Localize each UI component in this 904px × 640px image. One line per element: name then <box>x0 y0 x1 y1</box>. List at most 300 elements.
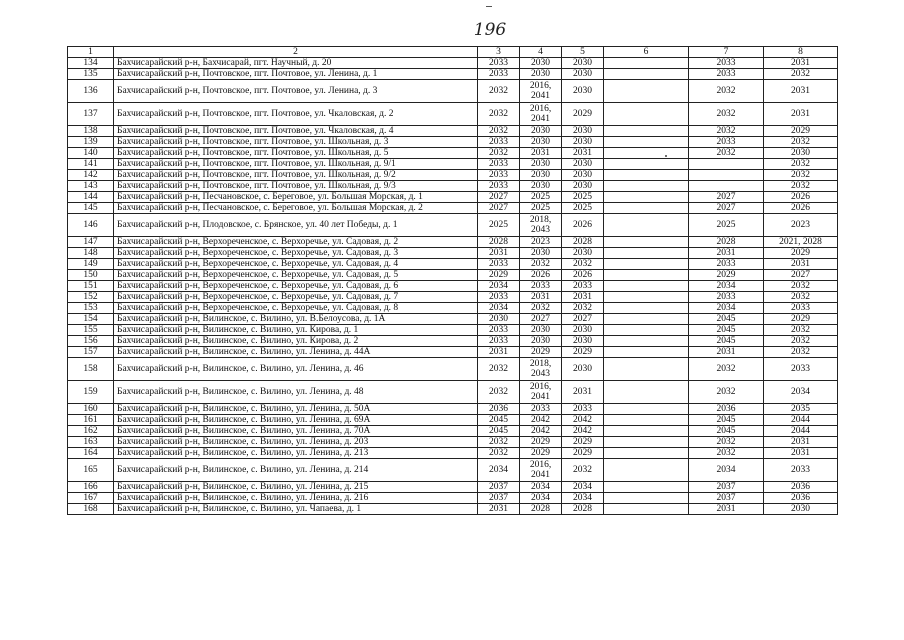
col5-cell: 2029 <box>562 347 604 358</box>
col8-cell: 2032 <box>764 181 838 192</box>
col4-cell: 2026 <box>520 270 562 281</box>
col7-cell: 2045 <box>689 415 764 426</box>
col3-cell: 2032 <box>478 448 520 459</box>
col6-cell <box>604 192 689 203</box>
col6-cell <box>604 448 689 459</box>
address-cell: Бахчисарайский р-н, Вилинское, с. Вилино, ул. Ленина, д. 213 <box>114 448 478 459</box>
col7-cell: 2032 <box>689 148 764 159</box>
col5-cell: 2030 <box>562 336 604 347</box>
col7-cell: 2027 <box>689 203 764 214</box>
col4-cell: 2030 <box>520 181 562 192</box>
col4-cell: 2029 <box>520 448 562 459</box>
col8-cell: 2032 <box>764 281 838 292</box>
col3-cell: 2031 <box>478 248 520 259</box>
col6-cell <box>604 281 689 292</box>
col6-cell <box>604 58 689 69</box>
col5-cell: 2030 <box>562 181 604 192</box>
col3-cell: 2045 <box>478 426 520 437</box>
col3-cell: 2033 <box>478 170 520 181</box>
col8-cell: 2030 <box>764 504 838 515</box>
col3-cell: 2031 <box>478 504 520 515</box>
col8-cell: 2032 <box>764 170 838 181</box>
col7-cell: 2033 <box>689 259 764 270</box>
col5-cell: 2030 <box>562 69 604 80</box>
table-row <box>68 203 838 214</box>
col7-cell: 2033 <box>689 292 764 303</box>
table-row <box>68 58 838 69</box>
col3-cell: 2033 <box>478 159 520 170</box>
col3-cell: 2033 <box>478 181 520 192</box>
col3-cell: 2033 <box>478 292 520 303</box>
table-row <box>68 137 838 148</box>
table-row <box>68 336 838 347</box>
col7-cell: 2045 <box>689 325 764 336</box>
address-cell: Бахчисарайский р-н, Вилинское, с. Вилино, ул. В.Белоусова, д. 1А <box>114 314 478 325</box>
col5-cell: 2028 <box>562 504 604 515</box>
col4-cell: 2027 <box>520 314 562 325</box>
col5-cell: 2032 <box>562 459 604 482</box>
col5-cell: 2029 <box>562 448 604 459</box>
col7-cell: 2034 <box>689 459 764 482</box>
col7-cell: 2033 <box>689 69 764 80</box>
col6-cell <box>604 126 689 137</box>
col6-cell <box>604 103 689 126</box>
row-number-cell: 165 <box>68 459 114 482</box>
col7-cell: 2033 <box>689 137 764 148</box>
row-number-cell: 156 <box>68 336 114 347</box>
col6-cell <box>604 259 689 270</box>
table-row <box>68 148 838 159</box>
col8-cell: 2021, 2028 <box>764 237 838 248</box>
col7-cell <box>689 170 764 181</box>
col8-cell: 2032 <box>764 347 838 358</box>
col5-cell: 2031 <box>562 292 604 303</box>
data-table <box>67 46 838 515</box>
col3-cell: 2027 <box>478 192 520 203</box>
col7-cell: 2032 <box>689 358 764 381</box>
col5-cell: 2025 <box>562 192 604 203</box>
col4-cell: 2029 <box>520 437 562 448</box>
col7-cell <box>689 181 764 192</box>
address-cell: Бахчисарайский р-н, Вилинское, с. Вилино, ул. Ленина, д. 50А <box>114 404 478 415</box>
top-dash-mark <box>486 6 492 7</box>
row-number-cell: 136 <box>68 80 114 103</box>
col4-cell: 2030 <box>520 336 562 347</box>
col7-cell: 2032 <box>689 126 764 137</box>
col7-cell: 2033 <box>689 58 764 69</box>
row-number-cell: 164 <box>68 448 114 459</box>
col5-cell: 2042 <box>562 415 604 426</box>
col6-cell <box>604 214 689 237</box>
col5-cell: 2042 <box>562 426 604 437</box>
col5-cell: 2030 <box>562 325 604 336</box>
row-number-cell: 135 <box>68 69 114 80</box>
row-number-cell: 148 <box>68 248 114 259</box>
table-row <box>68 192 838 203</box>
col8-cell: 2032 <box>764 336 838 347</box>
address-cell: Бахчисарайский р-н, Вилинское, с. Вилино, ул. Ленина, д. 215 <box>114 482 478 493</box>
col3-cell: 2037 <box>478 493 520 504</box>
header-row <box>68 47 838 58</box>
col7-cell: 2031 <box>689 248 764 259</box>
col7-cell <box>689 159 764 170</box>
table-row <box>68 358 838 381</box>
col7-cell: 2025 <box>689 214 764 237</box>
row-number-cell: 157 <box>68 347 114 358</box>
col6-cell <box>604 292 689 303</box>
col3-cell: 2033 <box>478 336 520 347</box>
col8-cell: 2034 <box>764 381 838 404</box>
row-number-cell: 150 <box>68 270 114 281</box>
col4-cell: 2028 <box>520 504 562 515</box>
col8-cell: 2029 <box>764 248 838 259</box>
table-row <box>68 80 838 103</box>
row-number-cell: 147 <box>68 237 114 248</box>
col5-cell: 2031 <box>562 381 604 404</box>
table-row <box>68 170 838 181</box>
col3-cell: 2033 <box>478 325 520 336</box>
address-cell: Бахчисарайский р-н, Вилинское, с. Вилино, ул. Кирова, д. 1 <box>114 325 478 336</box>
col8-cell: 2027 <box>764 270 838 281</box>
col5-cell: 2029 <box>562 103 604 126</box>
col4-cell: 2030 <box>520 58 562 69</box>
col3-cell: 2032 <box>478 437 520 448</box>
column-header-1: 1 <box>68 47 114 58</box>
table-row <box>68 381 838 404</box>
col8-cell: 2030 <box>764 148 838 159</box>
col5-cell: 2034 <box>562 493 604 504</box>
table-row <box>68 237 838 248</box>
col5-cell: 2034 <box>562 482 604 493</box>
table-row <box>68 270 838 281</box>
col6-cell <box>604 237 689 248</box>
address-cell: Бахчисарайский р-н, Вилинское, с. Вилино, ул. Ленина, д. 70А <box>114 426 478 437</box>
col5-cell: 2032 <box>562 259 604 270</box>
row-number-cell: 161 <box>68 415 114 426</box>
col8-cell: 2031 <box>764 80 838 103</box>
col6-cell <box>604 325 689 336</box>
address-cell: Бахчисарайский р-н, Вилинское, с. Вилино, ул. Ленина, д. 203 <box>114 437 478 448</box>
col3-cell: 2036 <box>478 404 520 415</box>
col6-cell <box>604 482 689 493</box>
address-cell: Бахчисарайский р-н, Почтовское, пгт. Почтовое, ул. Ленина, д. 1 <box>114 69 478 80</box>
col3-cell: 2034 <box>478 303 520 314</box>
col8-cell: 2033 <box>764 358 838 381</box>
address-cell: Бахчисарайский р-н, Вилинское, с. Вилино, ул. Ленина, д. 48 <box>114 381 478 404</box>
col7-cell: 2032 <box>689 437 764 448</box>
col8-cell: 2023 <box>764 214 838 237</box>
col8-cell: 2032 <box>764 292 838 303</box>
address-cell: Бахчисарайский р-н, Верхореченское, с. Верхоречье, ул. Садовая, д. 7 <box>114 292 478 303</box>
row-number-cell: 153 <box>68 303 114 314</box>
col7-cell: 2032 <box>689 103 764 126</box>
address-cell: Бахчисарайский р-н, Вилинское, с. Вилино, ул. Ленина, д. 69А <box>114 415 478 426</box>
table-row <box>68 437 838 448</box>
col4-cell: 2030 <box>520 170 562 181</box>
row-number-cell: 158 <box>68 358 114 381</box>
col3-cell: 2034 <box>478 459 520 482</box>
col7-cell: 2034 <box>689 303 764 314</box>
col4-cell: 2042 <box>520 415 562 426</box>
col4-cell: 2025 <box>520 203 562 214</box>
column-header-7: 7 <box>689 47 764 58</box>
col4-cell: 2016, 2041 <box>520 80 562 103</box>
column-header-8: 8 <box>764 47 838 58</box>
row-number-cell: 141 <box>68 159 114 170</box>
col4-cell: 2016, 2041 <box>520 381 562 404</box>
col7-cell: 2028 <box>689 237 764 248</box>
col6-cell <box>604 159 689 170</box>
col5-cell: 2030 <box>562 170 604 181</box>
col4-cell: 2033 <box>520 404 562 415</box>
col5-cell: 2026 <box>562 214 604 237</box>
row-number-cell: 143 <box>68 181 114 192</box>
col5-cell: 2030 <box>562 80 604 103</box>
col3-cell: 2031 <box>478 347 520 358</box>
col5-cell: 2031 <box>562 148 604 159</box>
col4-cell: 2030 <box>520 325 562 336</box>
row-number-cell: 155 <box>68 325 114 336</box>
col5-cell: 2033 <box>562 404 604 415</box>
col3-cell: 2028 <box>478 237 520 248</box>
row-number-cell: 140 <box>68 148 114 159</box>
col6-cell <box>604 404 689 415</box>
col6-cell <box>604 426 689 437</box>
col5-cell: 2033 <box>562 281 604 292</box>
col4-cell: 2030 <box>520 69 562 80</box>
col6-cell <box>604 270 689 281</box>
row-number-cell: 168 <box>68 504 114 515</box>
col6-cell <box>604 347 689 358</box>
col5-cell: 2030 <box>562 248 604 259</box>
col5-cell: 2025 <box>562 203 604 214</box>
address-cell: Бахчисарайский р-н, Почтовское, пгт. Почтовое, ул. Ленина, д. 3 <box>114 80 478 103</box>
table-row <box>68 214 838 237</box>
table-row <box>68 347 838 358</box>
col7-cell: 2027 <box>689 192 764 203</box>
col4-cell: 2025 <box>520 192 562 203</box>
column-header-5: 5 <box>562 47 604 58</box>
col7-cell: 2045 <box>689 336 764 347</box>
col3-cell: 2025 <box>478 214 520 237</box>
col3-cell: 2033 <box>478 259 520 270</box>
table-row <box>68 415 838 426</box>
column-header-4: 4 <box>520 47 562 58</box>
col3-cell: 2033 <box>478 69 520 80</box>
table-row <box>68 159 838 170</box>
col4-cell: 2031 <box>520 148 562 159</box>
row-number-cell: 152 <box>68 292 114 303</box>
col6-cell <box>604 493 689 504</box>
col7-cell: 2037 <box>689 493 764 504</box>
col7-cell: 2031 <box>689 504 764 515</box>
col4-cell: 2016, 2041 <box>520 459 562 482</box>
col6-cell <box>604 459 689 482</box>
col8-cell: 2032 <box>764 159 838 170</box>
row-number-cell: 139 <box>68 137 114 148</box>
column-header-2: 2 <box>114 47 478 58</box>
address-cell: Бахчисарайский р-н, Вилинское, с. Вилино, ул. Ленина, д. 44А <box>114 347 478 358</box>
row-number-cell: 145 <box>68 203 114 214</box>
col6-cell <box>604 504 689 515</box>
table-row <box>68 292 838 303</box>
address-cell: Бахчисарайский р-н, Верхореченское, с. Верхоречье, ул. Садовая, д. 8 <box>114 303 478 314</box>
row-number-cell: 151 <box>68 281 114 292</box>
row-number-cell: 149 <box>68 259 114 270</box>
col8-cell: 2029 <box>764 314 838 325</box>
table-row <box>68 126 838 137</box>
col5-cell: 2028 <box>562 237 604 248</box>
address-cell: Бахчисарайский р-н, Вилинское, с. Вилино, ул. Ленина, д. 216 <box>114 493 478 504</box>
col6-cell <box>604 80 689 103</box>
col7-cell: 2031 <box>689 347 764 358</box>
row-number-cell: 154 <box>68 314 114 325</box>
table-row <box>68 103 838 126</box>
table-row <box>68 459 838 482</box>
col3-cell: 2045 <box>478 415 520 426</box>
row-number-cell: 162 <box>68 426 114 437</box>
col8-cell: 2031 <box>764 58 838 69</box>
table-row <box>68 325 838 336</box>
address-cell: Бахчисарайский р-н, Вилинское, с. Вилино, ул. Ленина, д. 214 <box>114 459 478 482</box>
row-number-cell: 159 <box>68 381 114 404</box>
col4-cell: 2018, 2043 <box>520 358 562 381</box>
col8-cell: 2032 <box>764 69 838 80</box>
col8-cell: 2032 <box>764 137 838 148</box>
col7-cell: 2045 <box>689 314 764 325</box>
col6-cell <box>604 69 689 80</box>
col3-cell: 2033 <box>478 58 520 69</box>
table-row <box>68 448 838 459</box>
col3-cell: 2032 <box>478 358 520 381</box>
table-row <box>68 259 838 270</box>
col8-cell: 2033 <box>764 303 838 314</box>
col6-cell <box>604 137 689 148</box>
address-cell: Бахчисарайский р-н, Верхореченское, с. Верхоречье, ул. Садовая, д. 2 <box>114 237 478 248</box>
col3-cell: 2030 <box>478 314 520 325</box>
address-cell: Бахчисарайский р-н, Песчановское, с. Береговое, ул. Большая Морская, д. 2 <box>114 203 478 214</box>
col6-cell <box>604 170 689 181</box>
row-number-cell: 142 <box>68 170 114 181</box>
col4-cell: 2032 <box>520 259 562 270</box>
col8-cell: 2031 <box>764 437 838 448</box>
col8-cell: 2036 <box>764 482 838 493</box>
col3-cell: 2033 <box>478 137 520 148</box>
column-header-6: 6 <box>604 47 689 58</box>
col3-cell: 2037 <box>478 482 520 493</box>
col7-cell: 2032 <box>689 381 764 404</box>
col4-cell: 2018, 2043 <box>520 214 562 237</box>
col3-cell: 2032 <box>478 103 520 126</box>
col7-cell: 2029 <box>689 270 764 281</box>
table-row <box>68 248 838 259</box>
col6-cell <box>604 437 689 448</box>
row-number-cell: 146 <box>68 214 114 237</box>
col8-cell: 2036 <box>764 493 838 504</box>
col6-cell <box>604 336 689 347</box>
address-cell: Бахчисарайский р-н, Почтовское, пгт. Почтовое, ул. Школьная, д. 3 <box>114 137 478 148</box>
col5-cell: 2029 <box>562 437 604 448</box>
col4-cell: 2030 <box>520 248 562 259</box>
col4-cell: 2030 <box>520 126 562 137</box>
address-cell: Бахчисарайский р-н, Бахчисарай, пгт. Научный, д. 20 <box>114 58 478 69</box>
col6-cell <box>604 203 689 214</box>
row-number-cell: 160 <box>68 404 114 415</box>
col7-cell: 2032 <box>689 448 764 459</box>
col8-cell: 2044 <box>764 415 838 426</box>
col3-cell: 2032 <box>478 80 520 103</box>
col3-cell: 2032 <box>478 126 520 137</box>
address-cell: Бахчисарайский р-н, Вилинское, с. Вилино, ул. Чапаева, д. 1 <box>114 504 478 515</box>
table-row <box>68 482 838 493</box>
row-number-cell: 166 <box>68 482 114 493</box>
col5-cell: 2030 <box>562 159 604 170</box>
col6-cell <box>604 358 689 381</box>
table-row <box>68 404 838 415</box>
address-cell: Бахчисарайский р-н, Вилинское, с. Вилино, ул. Кирова, д. 2 <box>114 336 478 347</box>
table-row <box>68 426 838 437</box>
row-number-cell: 167 <box>68 493 114 504</box>
col3-cell: 2032 <box>478 381 520 404</box>
col6-cell <box>604 314 689 325</box>
col4-cell: 2029 <box>520 347 562 358</box>
col5-cell: 2030 <box>562 58 604 69</box>
col4-cell: 2032 <box>520 303 562 314</box>
col6-cell <box>604 248 689 259</box>
address-cell: Бахчисарайский р-н, Почтовское, пгт. Почтовое, ул. Чкаловская, д. 2 <box>114 103 478 126</box>
col8-cell: 2031 <box>764 259 838 270</box>
col8-cell: 2026 <box>764 203 838 214</box>
col4-cell: 2034 <box>520 482 562 493</box>
col6-cell <box>604 415 689 426</box>
col6-cell <box>604 381 689 404</box>
col7-cell: 2037 <box>689 482 764 493</box>
col5-cell: 2027 <box>562 314 604 325</box>
col7-cell: 2045 <box>689 426 764 437</box>
address-cell: Бахчисарайский р-н, Верхореченское, с. Верхоречье, ул. Садовая, д. 5 <box>114 270 478 281</box>
address-cell: Бахчисарайский р-н, Почтовское, пгт. Почтовое, ул. Чкаловская, д. 4 <box>114 126 478 137</box>
table-row <box>68 314 838 325</box>
address-cell: Бахчисарайский р-н, Почтовское, пгт. Почтовое, ул. Школьная, д. 9/2 <box>114 170 478 181</box>
col7-cell: 2036 <box>689 404 764 415</box>
col3-cell: 2032 <box>478 148 520 159</box>
col3-cell: 2027 <box>478 203 520 214</box>
col8-cell: 2032 <box>764 325 838 336</box>
col5-cell: 2032 <box>562 303 604 314</box>
col6-cell <box>604 181 689 192</box>
row-number-cell: 137 <box>68 103 114 126</box>
col7-cell: 2032 <box>689 80 764 103</box>
address-cell: Бахчисарайский р-н, Почтовское, пгт. Почтовое, ул. Школьная, д. 9/3 <box>114 181 478 192</box>
address-cell: Бахчисарайский р-н, Верхореченское, с. Верхоречье, ул. Садовая, д. 4 <box>114 259 478 270</box>
row-number-cell: 144 <box>68 192 114 203</box>
col4-cell: 2030 <box>520 137 562 148</box>
address-cell: Бахчисарайский р-н, Плодовское, с. Брянское, ул. 40 лет Победы, д. 1 <box>114 214 478 237</box>
table-row <box>68 303 838 314</box>
row-number-cell: 163 <box>68 437 114 448</box>
col8-cell: 2035 <box>764 404 838 415</box>
column-header-3: 3 <box>478 47 520 58</box>
col3-cell: 2034 <box>478 281 520 292</box>
col8-cell: 2044 <box>764 426 838 437</box>
col5-cell: 2030 <box>562 137 604 148</box>
col4-cell: 2033 <box>520 281 562 292</box>
col8-cell: 2031 <box>764 448 838 459</box>
col4-cell: 2031 <box>520 292 562 303</box>
row-number-cell: 138 <box>68 126 114 137</box>
address-cell: Бахчисарайский р-н, Почтовское, пгт. Почтовое, ул. Школьная, д. 5 <box>114 148 478 159</box>
table-row <box>68 493 838 504</box>
